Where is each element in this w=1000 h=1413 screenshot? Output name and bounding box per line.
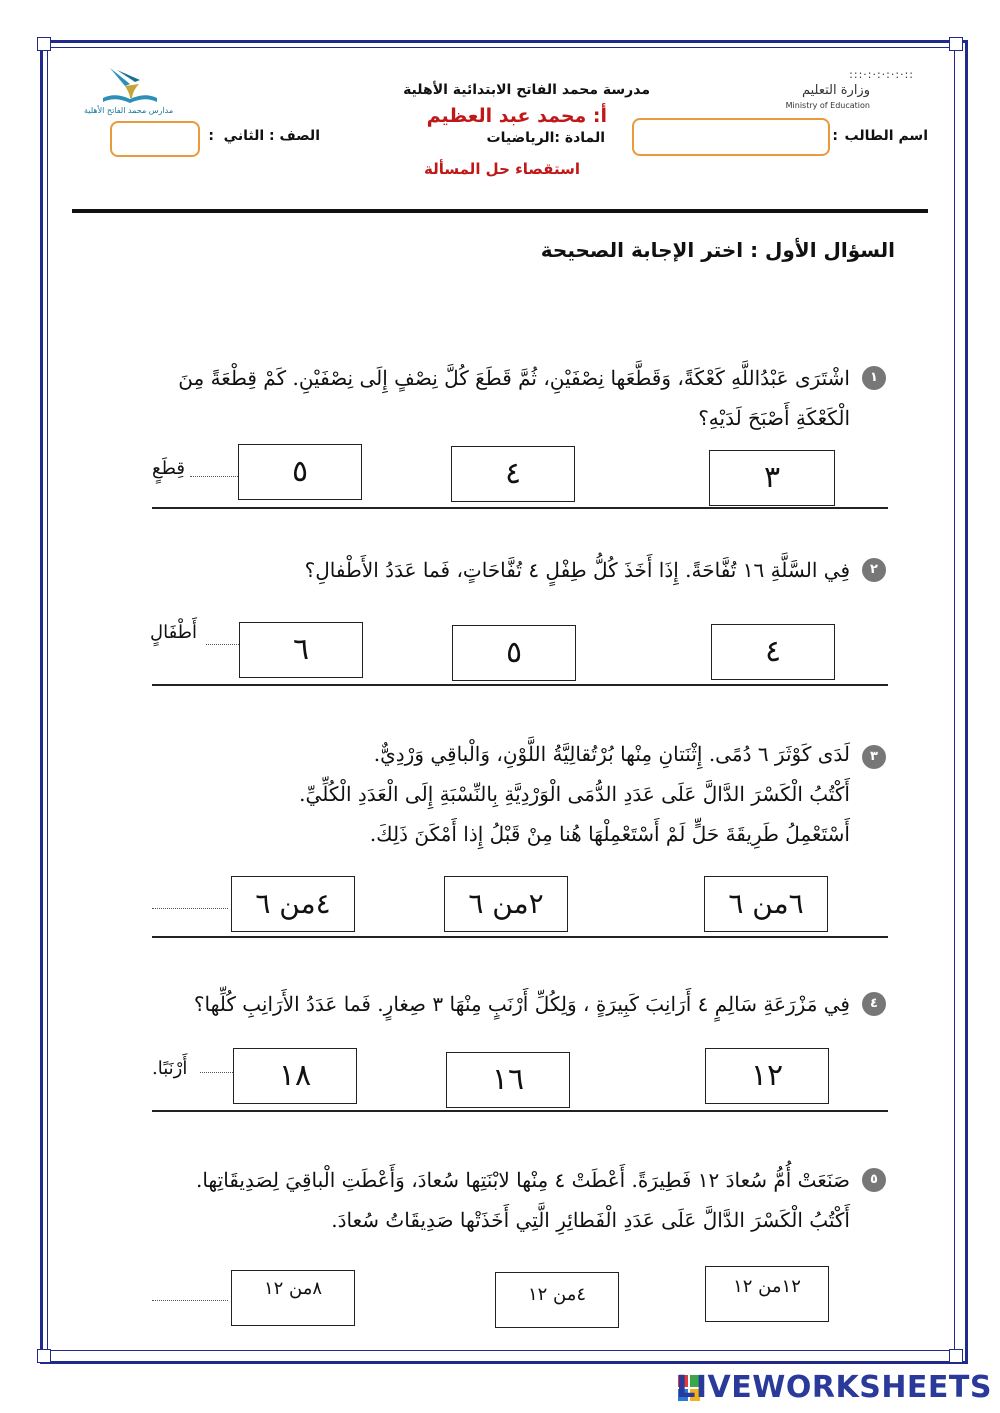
brand-rest: WORKSHEETS <box>752 1370 992 1405</box>
question-number: ٥ <box>862 1168 886 1192</box>
question-divider <box>152 1110 888 1112</box>
ministry-name-ar: وزارة التعليم <box>801 83 870 98</box>
ministry-name-en: Ministry of Education <box>785 101 870 110</box>
answer-unit: أَرْنَبًا. <box>152 1058 188 1079</box>
answer-option[interactable]: ٦من ٦ <box>704 876 828 932</box>
answer-option[interactable]: ٤من ٦ <box>231 876 355 932</box>
student-name-input[interactable] <box>632 118 830 156</box>
ministry-logo-mark: :::·:·:·:·:·:: <box>849 68 914 81</box>
answer-dots <box>206 644 239 645</box>
question-number: ٢ <box>862 558 886 582</box>
school-logo <box>95 66 165 108</box>
answer-option[interactable]: ٣ <box>709 450 835 506</box>
liveworksheets-brand[interactable] <box>676 1370 992 1405</box>
class-input[interactable] <box>110 121 200 157</box>
question-text: فِي مَزْرَعَةِ سَالِمٍ ٤ أَرَانِبَ كَبِيرَةٍ ، وَلِكُلِّ أَرْنَبٍ مِنْهَا ٣ صِغارٍ. فَما عَدَدُ الأَرَانِبِ كُلِّها؟ <box>193 992 850 1016</box>
question-divider <box>152 684 888 686</box>
answer-option[interactable]: ٢من ٦ <box>444 876 568 932</box>
school-name: مدرسة محمد الفاتح الابتدائية الأهلية <box>403 82 650 98</box>
colon: : <box>832 128 838 144</box>
question-divider <box>152 936 888 938</box>
section-title: السؤال الأول : اختر الإجابة الصحيحة <box>540 238 895 262</box>
question-divider <box>152 507 888 509</box>
student-name-label: اسم الطالب <box>844 128 928 144</box>
teacher-name: أ: محمد عبد العظيم <box>426 105 607 127</box>
question-text: صَنَعَتْ أُمُّ سُعادَ ١٢ فَطِيرَةً. أَعْطَتْ ٤ مِنْها لابْنَتِها سُعادَ، وَأَعْطَتِ الْباقِيَ لِصَدِيقَاتِها. أَكْتُبُ الْكَسْرَ الدَّالَّ عَلَى عَدَدِ الْفَطائِرِ الَّتِي أَخَذَتْها صَدِيقَاتُ سُعادَ. <box>195 1168 850 1232</box>
answer-option[interactable]: ١٢ <box>705 1048 829 1104</box>
corner-ornament <box>37 1349 51 1363</box>
answer-unit: قِطَعٍ <box>152 458 185 479</box>
question-number: ٣ <box>862 745 886 769</box>
answer-unit: أَطْفَالٍ <box>150 622 197 643</box>
corner-ornament <box>949 37 963 51</box>
subject-label: المادة :الرياضيات <box>486 130 605 146</box>
question-text: اشْتَرَى عَبْدُاللَّهِ كَعْكَةً، وَقَطَّعَها نِصْفَيْنِ، ثُمَّ قَطَعَ كُلَّ نِصْفٍ إِلَى نِصْفَيْنِ. كَمْ قِطْعَةً مِنَ الْكَعْكَةِ أَصْبَحَ لَدَيْهِ؟ <box>178 366 850 430</box>
corner-ornament <box>949 1349 963 1363</box>
answer-option[interactable]: ٤من ١٢ <box>495 1272 619 1328</box>
answer-option[interactable]: ٥ <box>452 625 576 681</box>
answer-option[interactable]: ٨من ١٢ <box>231 1270 355 1326</box>
question-text: لَدَى كَوْثَرَ ٦ دُمًى. إِثْنَتانِ مِنْها بُرْتُقالِيَّةُ اللَّوْنِ، وَالْباقِي وَرْدِيٌّ. أَكْتُبُ الْكَسْرَ الدَّالَّ عَلَى عَدَدِ الدُّمَى الْوَرْدِيَّةِ بِالنِّسْبَةِ إِلَى الْعَدَدِ الْكُلِّيِّ. أَسْتَعْمِلُ طَرِيقَةَ حَلٍّ لَمْ أَسْتَعْمِلْهَا هُنا مِنْ قَبْلُ إِذا أَمْكَنَ ذَلِكَ. <box>299 742 850 846</box>
corner-ornament <box>37 37 51 51</box>
answer-option[interactable]: ٤ <box>711 624 835 680</box>
worksheet-title: استقصاء حل المسألة <box>424 160 580 178</box>
question-number: ١ <box>862 366 886 390</box>
answer-dots <box>190 476 238 477</box>
answer-option[interactable]: ٦ <box>239 622 363 678</box>
answer-option[interactable]: ١٢من ١٢ <box>705 1266 829 1322</box>
answer-dots <box>152 1300 228 1301</box>
answer-dots <box>200 1072 233 1073</box>
brand-live: LIVE <box>676 1370 753 1405</box>
school-logo-caption: مدارس محمد الفاتح الأهلية <box>84 106 174 115</box>
answer-option[interactable]: ٤ <box>451 446 575 502</box>
answer-option[interactable]: ١٨ <box>233 1048 357 1104</box>
grade-label: الصف : الثاني <box>223 128 320 144</box>
question-text: فِي السَّلَّةِ ١٦ تُفَّاحَةً. إِذَا أَخَذَ كُلُّ طِفْلٍ ٤ تُفَّاحَاتٍ، فَما عَدَدُ الأَطْفالِ؟ <box>304 558 850 582</box>
colon: : <box>208 128 214 144</box>
question-number: ٤ <box>862 992 886 1016</box>
header-divider <box>72 209 928 213</box>
answer-option[interactable]: ٥ <box>238 444 362 500</box>
answer-option[interactable]: ١٦ <box>446 1052 570 1108</box>
answer-dots <box>152 908 228 909</box>
